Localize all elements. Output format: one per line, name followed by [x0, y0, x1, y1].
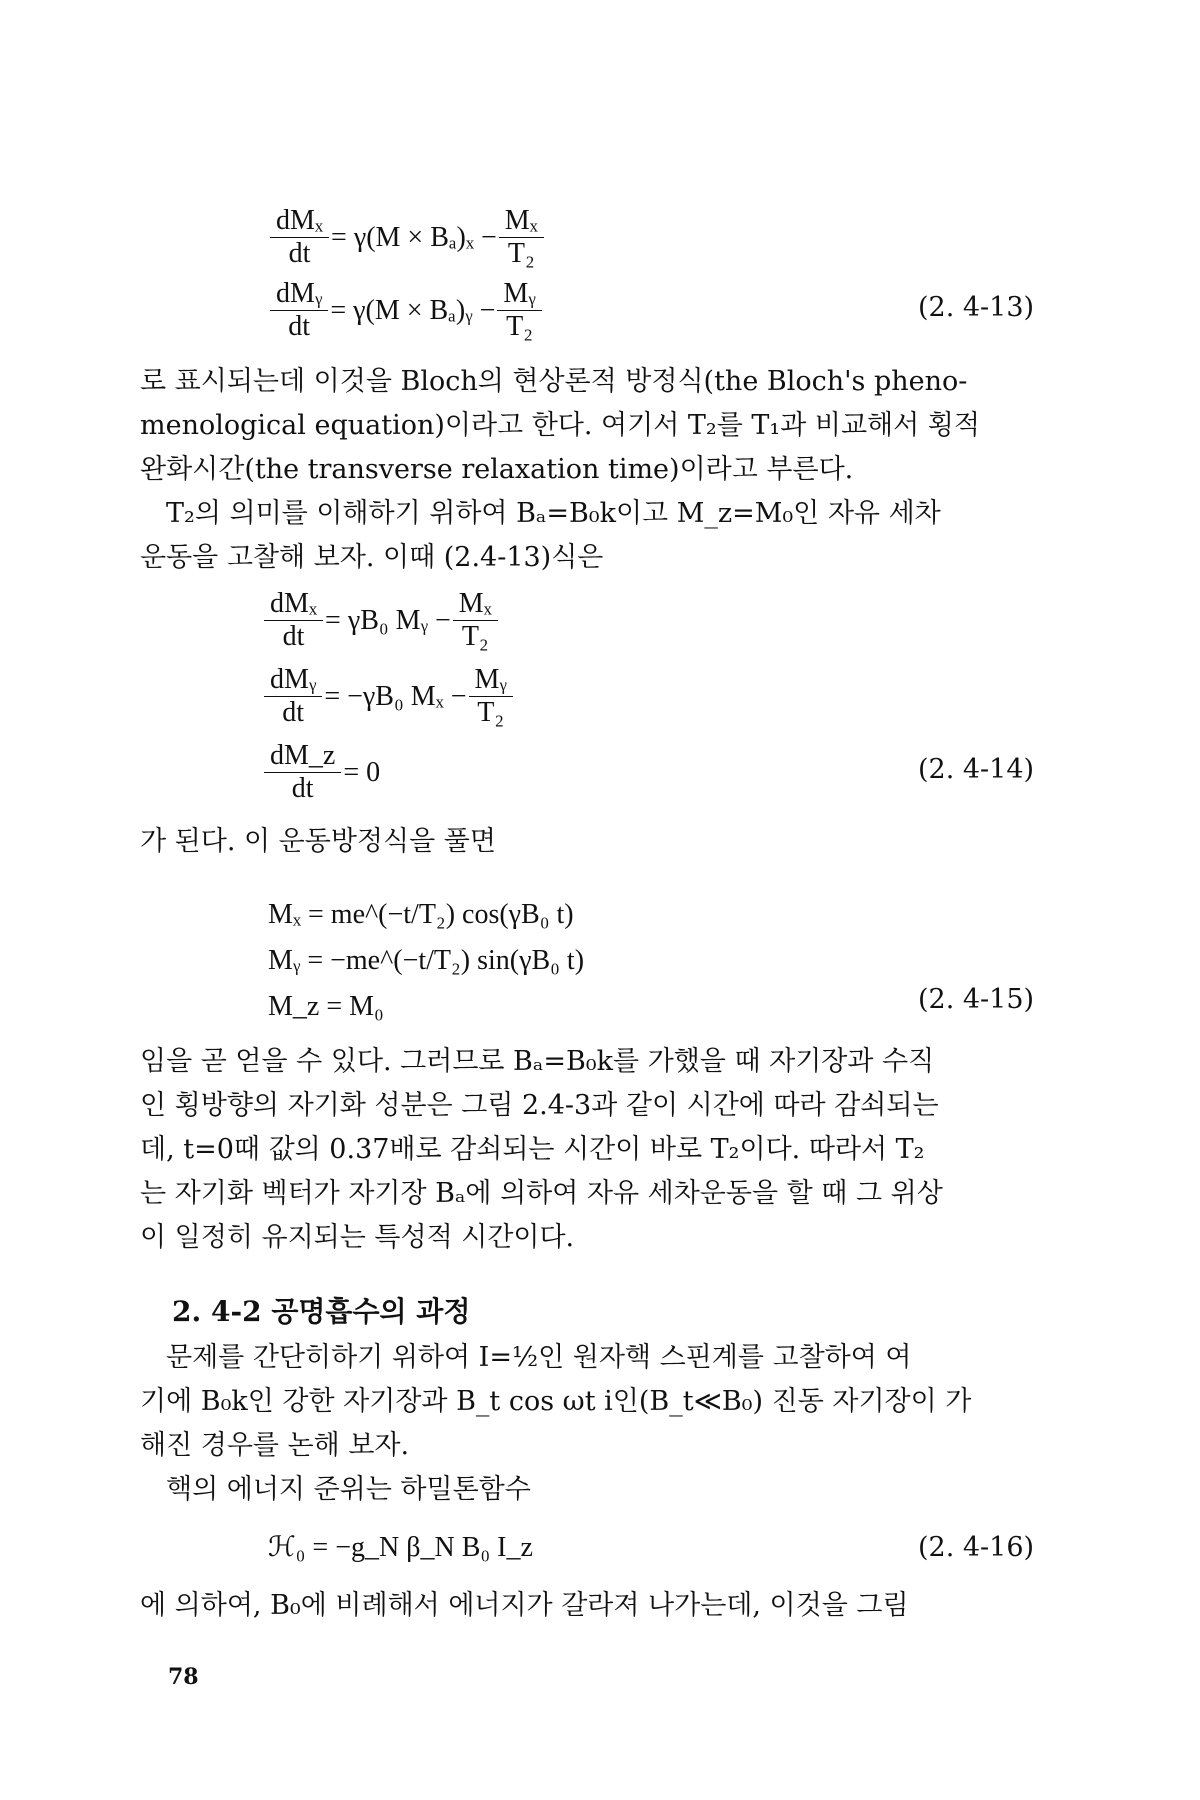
paragraph [140, 492, 1070, 580]
frac-numerator: dMₓ [264, 588, 323, 621]
equation-number: (2. 4-16) [918, 1532, 1035, 1563]
paragraph [140, 1336, 1070, 1468]
page-number: 78 [168, 1664, 199, 1690]
equation-rhs: = 0 [343, 756, 381, 788]
frac-denominator: T₂ [477, 697, 505, 728]
text-line: 해진 경우를 논해 보자. [140, 1430, 410, 1461]
frac-numerator: dM_z [264, 740, 341, 773]
text-line: 로 표시되는데 이것을 Bloch의 현상론적 방정식(the Bloch's pheno- [140, 366, 968, 397]
equation-rhs: = γ(M × Bₐ)ₓ − [331, 221, 497, 253]
text-line: 완화시간(the transverse relaxation time)이라고 부른다. [140, 454, 854, 485]
frac-denominator: T₂ [507, 238, 535, 269]
equation-line: Mₓ = me^(−t/T₂) cos(γB₀ t) [268, 899, 574, 930]
paragraph [140, 1468, 1070, 1512]
frac-denominator: dt [288, 238, 311, 269]
paragraph [140, 360, 1070, 492]
equation-number: (2. 4-13) [918, 292, 1035, 323]
frac-denominator: T₂ [461, 621, 489, 652]
equation-rhs: = γ(M × Bₐ)ᵧ − [330, 294, 496, 326]
eq-2-4-16: ℋ₀ = −g_N β_N B₀ I_z [268, 1532, 533, 1563]
text-line: 데, t=0때 값의 0.37배로 감쇠되는 시간이 바로 T₂이다. 따라서 T₂ [140, 1134, 925, 1165]
eq-2-4-14-line-2 [262, 664, 515, 729]
text-line: 기에 B₀k인 강한 자기장과 B_t cos ωt i인(B_t≪B₀) 진동 자기장이 가 [140, 1386, 972, 1417]
frac-numerator: Mᵧ [497, 278, 541, 311]
text-line: 핵의 에너지 준위는 하밀톤함수 [166, 1474, 531, 1505]
text-line: 에 의하여, B₀에 비례해서 에너지가 갈라져 나가는데, 이것을 그림 [140, 1590, 909, 1621]
paragraph [140, 1584, 1070, 1628]
frac-denominator: dt [288, 311, 311, 342]
section-heading: 2. 4-2 공명흡수의 과정 [172, 1295, 471, 1328]
frac-numerator: Mₓ [499, 205, 544, 238]
frac-numerator: Mᵧ [469, 664, 513, 697]
frac-numerator: dMᵧ [270, 278, 328, 311]
frac-denominator: T₂ [506, 311, 533, 342]
frac-numerator: Mₓ [453, 588, 498, 621]
frac-denominator: dt [282, 697, 305, 728]
eq-2-4-14-line-3 [262, 740, 380, 805]
frac-denominator: dt [282, 621, 305, 652]
text-line: 는 자기화 벡터가 자기장 Bₐ에 의하여 자유 세차운동을 할 때 그 위상 [140, 1178, 943, 1209]
frac-numerator: dMᵧ [264, 664, 322, 697]
eq-2-4-14-line-1 [262, 588, 500, 653]
equation-rhs: = −γB₀ Mₓ − [324, 680, 467, 712]
text-line: 운동을 고찰해 보자. 이때 (2.4-13)식은 [140, 542, 604, 573]
text-line: T₂의 의미를 이해하기 위하여 Bₐ=B₀k이고 M_z=M₀인 자유 세차 [166, 498, 941, 529]
equation-number: (2. 4-15) [918, 984, 1035, 1015]
text-line: menological equation)이라고 한다. 여기서 T₂를 T₁과 비교해서 횡적 [140, 410, 980, 441]
equation-rhs: = γB₀ Mᵧ − [325, 604, 451, 636]
paragraph [140, 1040, 1070, 1260]
equation-number: (2. 4-14) [918, 754, 1035, 785]
eq-2-4-13-line-2 [268, 278, 544, 343]
eq-2-4-13-line-1 [268, 205, 546, 270]
text-line: 이 일정히 유지되는 특성적 시간이다. [140, 1222, 575, 1253]
paragraph [140, 820, 1070, 864]
text-line: 임을 곧 얻을 수 있다. 그러므로 Bₐ=B₀k를 가했을 때 자기장과 수직 [140, 1046, 935, 1077]
frac-numerator: dMₓ [270, 205, 329, 238]
text-line: 인 횡방향의 자기화 성분은 그림 2.4-3과 같이 시간에 따라 감쇠되는 [140, 1090, 939, 1121]
equation-line: Mᵧ = −me^(−t/T₂) sin(γB₀ t) [268, 945, 585, 976]
eq-2-4-15 [268, 892, 584, 1030]
text-line: 가 된다. 이 운동방정식을 풀면 [140, 826, 496, 857]
frac-denominator: dt [291, 773, 314, 804]
text-line: 문제를 간단히하기 위하여 I=½인 원자핵 스핀계를 고찰하여 여 [166, 1342, 912, 1373]
equation-line: M_z = M₀ [268, 991, 384, 1022]
